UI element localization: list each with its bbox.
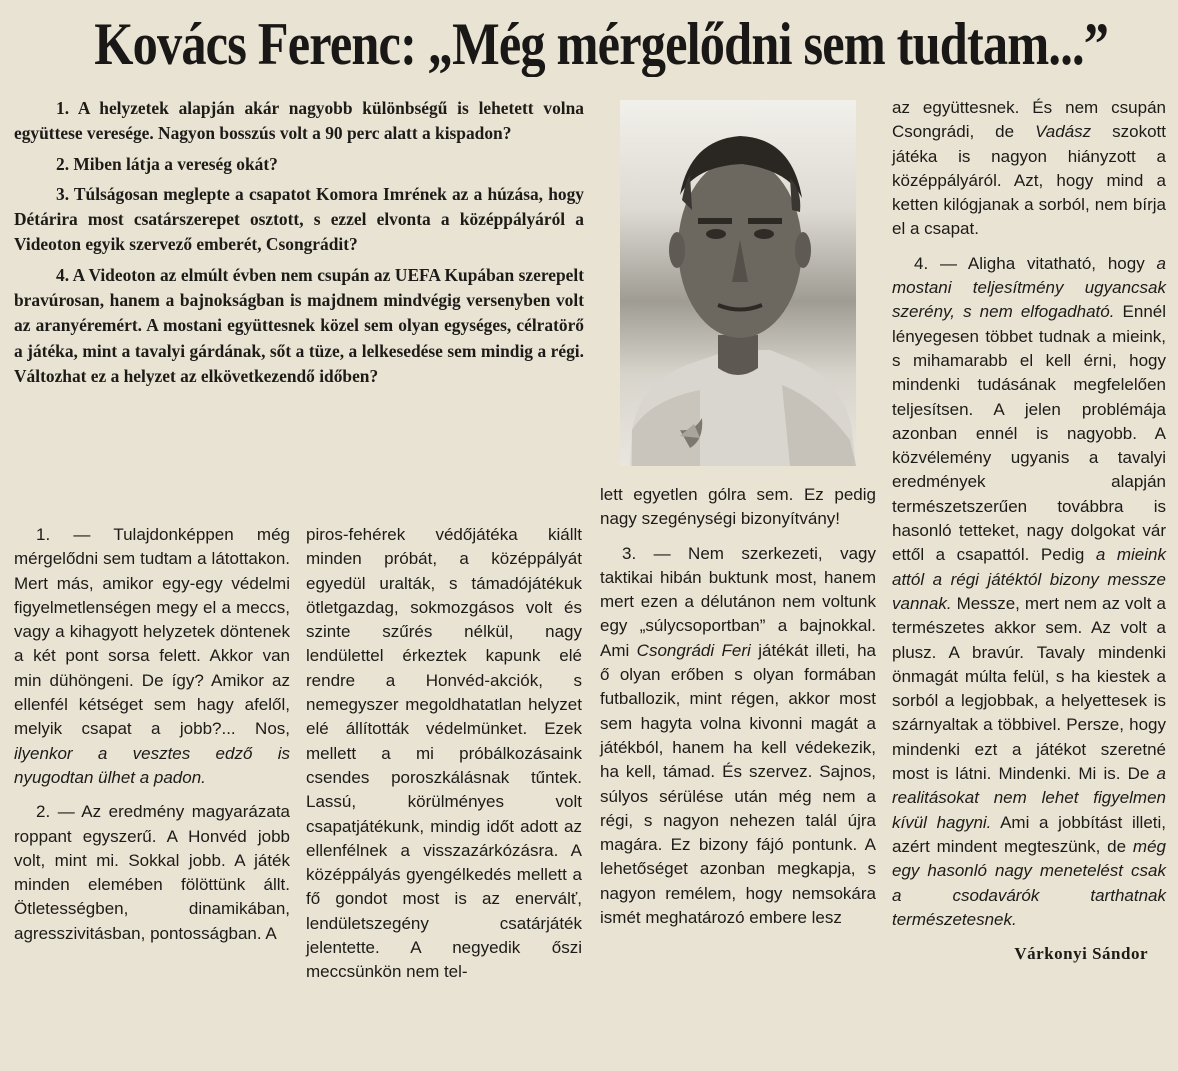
answer-3-text-end: játékát illeti, ha ő olyan erőben s olyan formában futballozik, mint régen, akkor most sem hagyta volna kivonni magát a játékból, hanem ha kell védekezik, ha kell, támad. És szervez. Sajnos, súlyos sérülése után még nem a régi, s nagyon nehezen talál újra magára. Ez bizony fájó pontunk. A lehetőséget azonban megkapja, s nagyon remélem, hogy nemsokára ismét meghatározó embere lesz bbox=[600, 640, 876, 928]
answer-column-4 bbox=[892, 96, 1166, 966]
author-signature: Várkonyi Sándor bbox=[1014, 944, 1148, 964]
answer-4 bbox=[892, 252, 1166, 932]
interview-questions bbox=[14, 96, 584, 394]
answer-1-italic: ilyenkor a vesztes edző is nyugodtan ülhet a padon. bbox=[14, 743, 290, 787]
answer-2-start: 2. — Az eredmény magyarázata roppant egyszerű. A Honvéd jobb volt, mint mi. Sokkal jobb. A játék minden elemében fölöttünk állt. Ötletességben, dinamikában, agresszivitásban, pontosságban. A bbox=[14, 802, 290, 943]
answer-3-italic-name: Csongrádi Feri bbox=[636, 640, 751, 660]
portrait-figure bbox=[620, 100, 856, 466]
answer-4-italic-3: a realitásokat nem lehet figyelmen kívül hagyni. bbox=[892, 764, 1166, 832]
answer-column-3 bbox=[600, 483, 876, 940]
portrait-photo bbox=[620, 100, 856, 466]
answer-3-text: 3. — Nem szerkezeti, vagy taktikai hibán buktunk most, hanem mert ezen a délutánon nem voltunk egy „súlycsoportban” a bajnokkal. Ami bbox=[600, 543, 876, 660]
answer-column-1 bbox=[14, 523, 290, 956]
question-3: 3. Túlságosan meglepte a csapatot Komora Imrének az a húzása, hogy Détárira most csatárszerepet osztott, s ezzel elvonta a középpályáról a Videoton egyik szervező emberét, Csongrádit? bbox=[14, 183, 584, 255]
answer-4-italic-4: még egy hasonló nagy menetelést csak a csodavárók tarthatnak természetesnek. bbox=[892, 836, 1166, 929]
answer-1 bbox=[14, 523, 290, 790]
answer-3 bbox=[600, 542, 876, 931]
question-4: 4. A Videoton az elmúlt évben nem csupán az UEFA Kupában szerepelt bravúrosan, hanem a bajnokságban is majdnem mindvégig versenyben volt az aranyéremért. A mostani együttesnek közel sem olyan egységes, célratörő a játéka, mint a tavalyi gárdának, sőt a tüze, a lelkesedése sem mindig a régi. Változhat ez a helyzet az elkövetkezendő időben? bbox=[14, 264, 584, 386]
answer-2-end: lett egyetlen gólra sem. Ez pedig nagy szegénységi bizonyítvány! bbox=[600, 485, 876, 529]
answer-2-continued: piros-fehérek védőjátéka kiállt minden próbát, a középpályát egyedül uralták, s támadójátékuk ötletgazdag, sokmozgásos volt és szinte szűrés nélkül, nagy lendülettel érkeztek kapunk elé rendre a Honvéd-akciók, s nemegyszer megoldhatatlan helyzet elé állították védelmünket. Ezek mellett a mi próbálkozásaink csendes poroszkálásnak tűntek. Lassú, körülményes volt csapatjátékunk, mindig időt adott az ellenfélnek a visszazárkózásra. A középpályás gyengélkedés mellett a fő gondot most is az enerválť, lendületszegény csatárjáték jelentette. A negyedik őszi meccsünkön nem tel- bbox=[306, 525, 582, 982]
answer-4-italic-1: a mostani teljesítmény ugyancsak szerény, s nem elfogadható. bbox=[892, 253, 1166, 322]
answer-4-text-3: Messze, mert nem az volt a természetes akkor sem. Az volt a plusz. A bravúr. Tavaly mindenki önmagát múlta felül, s ha kiestek a sorból a legjobbak, a helyettesek is szárnyaltak a többivel. Persze, hogy mindenki ezt a játékot szeretné most is látni. Mindenki. Mi is. De bbox=[892, 593, 1166, 784]
question-1: 1. A helyzetek alapján akár nagyobb különbségű is lehetett volna együttese veresége. Nagyon bosszús volt a 90 perc alatt a kispadon? bbox=[14, 98, 584, 144]
answer-1-text: 1. — Tulajdonképpen még mérgelődni sem tudtam a látottakon. Mert más, amikor egy-egy védelmi figyelmetlenségen megy el a meccs, vagy a kihagyott helyzetek döntenek a két pont sorsa felett. Akkor van min dühöngeni. De így? Amikor az ellenfél kétséget sem hagy afelől, melyik csapat a jobb?... Nos, bbox=[14, 525, 290, 739]
question-2: 2. Miben látja a vereség okát? bbox=[56, 153, 278, 174]
answer-3-tail-text: az együttesnek. És nem csupán Csongrádi, de bbox=[892, 98, 1166, 142]
headline: Kovács Ferenc: „Még mérgelődni sem tudtam...” bbox=[94, 11, 1109, 77]
answer-4-text-1: 4. — Aligha vitatható, hogy bbox=[914, 253, 1157, 273]
answer-4-text-2: Ennél lényegesen többet tudnak a mieink, s mihamarabb el kell érni, hogy mindenki tudásának megfelelően teljesítsen. A jelen problémája azonban ennél is nagyobb. A közvélemény ugyanis a tavalyi eredmények alapján természetszerűen továbbra is hasonló tetteket, nagy dolgokat vár ettől a csapattól. Pedig bbox=[892, 302, 1167, 565]
answer-3-tail bbox=[892, 96, 1166, 242]
answer-4-italic-2: a mieink attól a régi játéktól bizony messze vannak. bbox=[892, 545, 1166, 613]
answer-column-2 bbox=[306, 523, 582, 995]
answer-4-text-4: Ami a jobbítást illeti, azért mindent megteszünk, de bbox=[892, 812, 1166, 856]
answer-3-tail-text-end: szokott játéka is nagyon hiányzott a középpályáról. Azt, hogy mind a ketten kilógjanak a sorból, nem bírja el a csapat. bbox=[892, 122, 1166, 239]
answer-3-tail-italic: Vadász bbox=[1035, 122, 1092, 142]
